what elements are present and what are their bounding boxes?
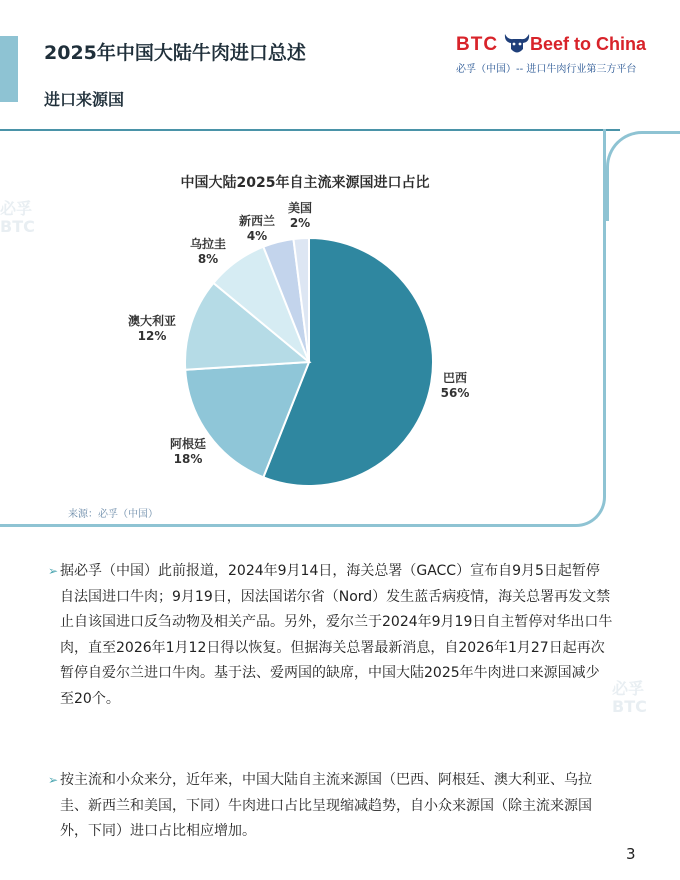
watermark-line1: 必孚 xyxy=(0,199,33,218)
watermark-line2: BTC xyxy=(612,697,647,716)
chart-title: 中国大陆2025年自主流来源国进口占比 xyxy=(180,175,430,191)
slice-name-label: 乌拉圭 xyxy=(189,237,227,251)
slice-name-label: 美国 xyxy=(287,201,313,215)
slice-value-label: 12% xyxy=(137,329,167,343)
bullet-paragraph-1 xyxy=(48,559,613,712)
bullet-arrow-icon: ➢ xyxy=(48,773,59,787)
slice-value-label: 8% xyxy=(197,252,219,266)
slice-name-label: 阿根廷 xyxy=(169,437,207,451)
bullet-arrow-icon: ➢ xyxy=(48,564,59,578)
watermark-line2: BTC xyxy=(0,217,35,236)
slice-name-label: 巴西 xyxy=(442,371,468,385)
slice-value-label: 2% xyxy=(289,216,311,230)
page-title: 2025年中国大陆牛肉进口总述 xyxy=(44,42,306,64)
page-number: 3 xyxy=(626,845,636,863)
bullet-paragraph-2 xyxy=(48,768,613,845)
watermark-line1: 必孚 xyxy=(612,679,645,698)
bullet-text-2: 按主流和小众来分，近年来，中国大陆自主流来源国（巴西、阿根廷、澳大利亚、乌拉圭、新西兰和美国，下同）牛肉进口占比呈现缩减趋势，自小众来源国（除主流来源国外，下同）进口占比相应增加。 xyxy=(60,772,592,839)
section-subtitle: 进口来源国 xyxy=(44,90,125,109)
slice-value-label: 56% xyxy=(440,386,470,400)
slice-value-label: 18% xyxy=(173,452,203,466)
logo-tagline: 必孚（中国）-- 进口牛肉行业第三方平台 xyxy=(456,64,637,75)
logo-brand-text: Beef to China xyxy=(530,34,647,54)
slice-value-label: 4% xyxy=(246,229,268,243)
slice-name-label: 澳大利亚 xyxy=(127,314,177,328)
slice-name-label: 新西兰 xyxy=(238,214,276,228)
logo-btc-text: BTC xyxy=(456,34,499,55)
chart-source: 来源：必孚（中国） xyxy=(68,509,158,520)
bullet-text-1: 据必孚（中国）此前报道，2024年9月14日，海关总署（GACC）宣布自9月5日起暂停自法国进口牛肉；9月19日，因法国诺尔省（Nord）发生蓝舌病疫情，海关总署再发文禁止自该国进口反刍动物及相关产品。另外，爱尔兰于2024年9月19日自主暂停对华出口牛肉，直至2026年1月12日得以恢复。但据海关总署最新消息，自2026年1月27日起再次暂停自爱尔兰进口牛肉。基于法、爱两国的缺席，中国大陆2025年牛肉进口来源国减少至20个。 xyxy=(60,563,613,707)
